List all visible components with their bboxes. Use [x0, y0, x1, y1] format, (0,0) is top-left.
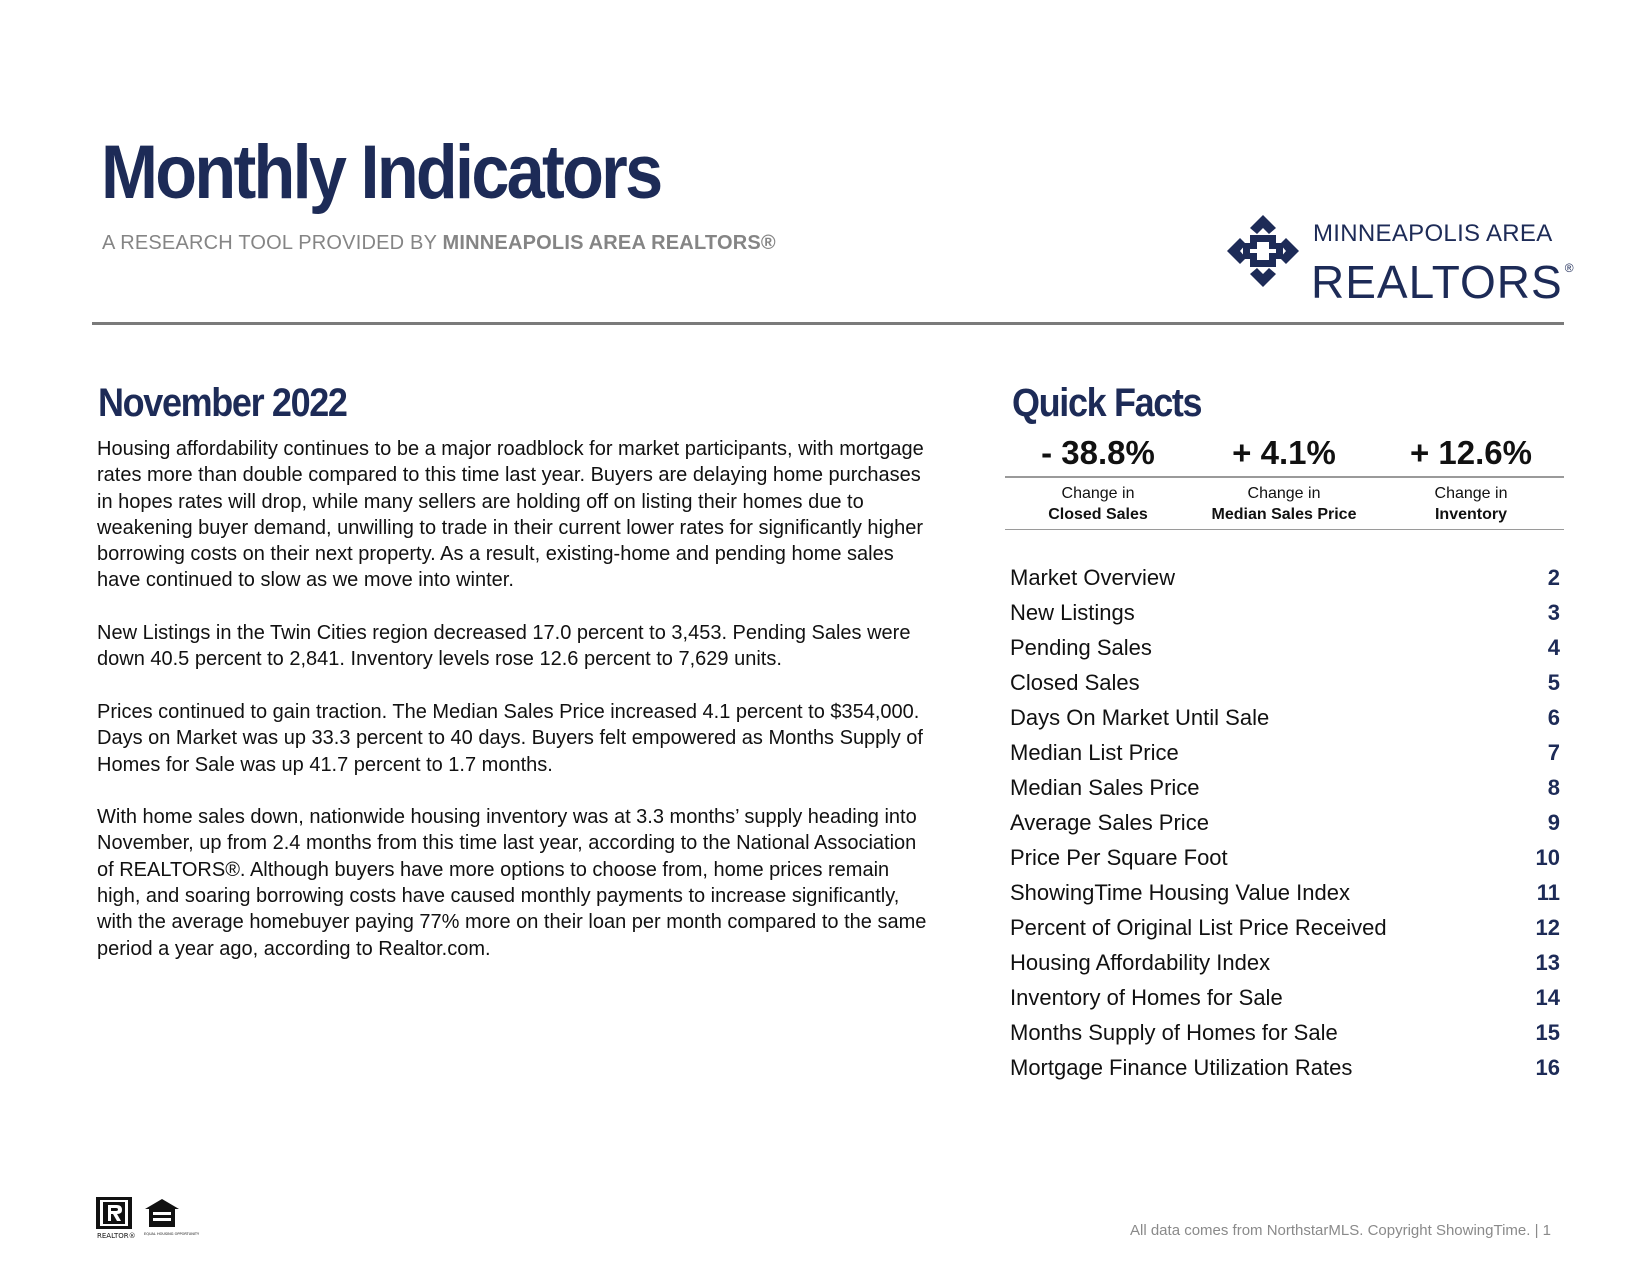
- quick-facts-bottom-divider: [1005, 529, 1564, 530]
- fact-label-line1: Change in: [1061, 485, 1135, 502]
- toc-page-number: 4: [1547, 635, 1560, 660]
- summary-paragraph: New Listings in the Twin Cities region decreased 17.0 percent to 3,453. Pending Sales were down 40.5 percent to 2,841. Inventory levels rose 12.6 percent to 7,629 units.: [97, 622, 911, 671]
- summary-paragraph: Housing affordability continues to be a major roadblock for market participants, with mortgage rates more than double compared to this time last year. Buyers are delaying home purchases in hopes rates will drop, while many sellers are holding off on listing their homes due to weakening buyer demand, unwilling to trade in their current lower rates for significantly higher borrowing costs on their next property. As a result, existing-home and pending home sales have continued to slow as we move into winter.: [97, 438, 924, 592]
- report-month-heading: November 2022: [98, 381, 347, 425]
- table-of-contents: [1010, 560, 1560, 1085]
- toc-label: Housing Affordability Index: [1010, 950, 1271, 975]
- toc-label: Days On Market Until Sale: [1010, 705, 1270, 730]
- toc-label: Percent of Original List Price Received: [1010, 915, 1387, 940]
- toc-item-pct-original-list-price[interactable]: [1010, 910, 1560, 945]
- toc-item-median-sales-price[interactable]: [1010, 770, 1560, 805]
- fact-label-line1: Change in: [1434, 485, 1508, 502]
- realtor-logo-text: REALTOR®: [97, 1232, 136, 1240]
- toc-item-months-supply[interactable]: [1010, 1015, 1560, 1050]
- toc-label: Inventory of Homes for Sale: [1010, 985, 1283, 1010]
- fact-label-line1: Change in: [1247, 485, 1321, 502]
- toc-label: Market Overview: [1010, 565, 1176, 590]
- realtor-r-icon: [96, 1197, 136, 1240]
- fact-value-closed-sales: - 38.8%: [1041, 434, 1155, 471]
- toc-page-number: 13: [1535, 950, 1560, 975]
- toc-label: Median Sales Price: [1010, 775, 1200, 800]
- quick-facts-heading: Quick Facts: [1012, 381, 1202, 425]
- summary-paragraph: Prices continued to gain traction. The Median Sales Price increased 4.1 percent to $354,000. Days on Market was up 33.3 percent to 40 days. Buyers felt empowered as Months Supply of Homes for Sale was up 41.7 percent to 1.7 months.: [97, 700, 923, 776]
- toc-page-number: 15: [1535, 1020, 1560, 1045]
- toc-page-number: 12: [1535, 915, 1560, 940]
- summary-paragraph: With home sales down, nationwide housing inventory was at 3.3 months’ supply heading into November, up from 2.4 months from this time last year, according to the National Association of REALTORS®. Although buyers have more options to choose from, home prices remain high, and soaring borrowing costs have caused monthly payments to increase significantly, with the average homebuyer paying 77% more on their loan per month compared to the same period a year ago, according to Realtor.com.: [97, 806, 927, 960]
- toc-item-median-list-price[interactable]: [1010, 735, 1560, 770]
- toc-page-number: 6: [1547, 705, 1560, 730]
- fact-value-median-sales-price: + 4.1%: [1232, 434, 1336, 471]
- toc-item-days-on-market[interactable]: [1010, 700, 1560, 735]
- logo-text-minneapolis-area: MINNEAPOLIS AREA: [1313, 220, 1553, 247]
- fact-label-line2: Inventory: [1434, 506, 1507, 523]
- equal-housing-icon: [144, 1199, 200, 1236]
- quick-facts-divider: [1005, 476, 1564, 478]
- toc-label: Mortgage Finance Utilization Rates: [1010, 1055, 1353, 1080]
- toc-item-price-per-square-foot[interactable]: [1010, 840, 1560, 875]
- toc-item-closed-sales[interactable]: [1010, 665, 1560, 700]
- toc-page-number: 16: [1535, 1055, 1560, 1080]
- toc-page-number: 14: [1535, 985, 1560, 1010]
- fact-value-inventory: + 12.6%: [1409, 434, 1532, 471]
- fact-label-closed-sales: [1005, 483, 1191, 525]
- toc-item-pending-sales[interactable]: [1010, 630, 1560, 665]
- toc-page-number: 3: [1547, 600, 1560, 625]
- toc-page-number: 9: [1547, 810, 1560, 835]
- toc-label: Price Per Square Foot: [1010, 845, 1228, 870]
- fact-label-median-sales-price: [1191, 483, 1377, 525]
- toc-page-number: 11: [1536, 880, 1560, 905]
- fact-label-line2: Median Sales Price: [1211, 506, 1357, 523]
- page-subtitle: [102, 232, 776, 255]
- toc-label: Pending Sales: [1010, 635, 1152, 660]
- toc-item-inventory[interactable]: [1010, 980, 1560, 1015]
- toc-item-mortgage-finance[interactable]: [1010, 1050, 1560, 1085]
- registered-mark: ®: [1564, 261, 1575, 275]
- toc-item-new-listings[interactable]: [1010, 595, 1560, 630]
- header-divider: [92, 322, 1564, 325]
- toc-page-number: 2: [1547, 565, 1560, 590]
- toc-label: Closed Sales: [1010, 670, 1140, 695]
- toc-label: Median List Price: [1010, 740, 1179, 765]
- report-summary: [97, 436, 937, 988]
- toc-page-number: 7: [1547, 740, 1560, 765]
- toc-page-number: 8: [1547, 775, 1560, 800]
- toc-page-number: 10: [1535, 845, 1560, 870]
- toc-page-number: 5: [1547, 670, 1560, 695]
- fact-label-inventory: [1378, 483, 1564, 525]
- subtitle-prefix: A RESEARCH TOOL PROVIDED BY: [102, 232, 443, 254]
- subtitle-org: MINNEAPOLIS AREA REALTORS®: [442, 232, 776, 254]
- quick-facts-values: [1005, 430, 1565, 475]
- quick-facts-labels: [1005, 483, 1565, 527]
- footer-logo-graphics: [96, 1197, 200, 1240]
- minneapolis-area-realtors-logo: [1225, 215, 1575, 308]
- toc-item-average-sales-price[interactable]: [1010, 805, 1560, 840]
- footer-copyright: All data comes from NorthstarMLS. Copyright ShowingTime. | 1: [1130, 1222, 1551, 1239]
- toc-label: Average Sales Price: [1010, 810, 1209, 835]
- toc-label: New Listings: [1010, 600, 1135, 625]
- toc-item-housing-affordability[interactable]: [1010, 945, 1560, 980]
- footer-logos: [96, 1197, 200, 1244]
- toc-item-market-overview[interactable]: [1010, 560, 1560, 595]
- fact-label-line2: Closed Sales: [1048, 506, 1148, 523]
- logo-text-realtors: [1311, 243, 1575, 307]
- realtors-cross-logo-icon: [1225, 215, 1301, 287]
- toc-label: ShowingTime Housing Value Index: [1010, 880, 1350, 905]
- toc-label: Months Supply of Homes for Sale: [1010, 1020, 1338, 1045]
- logo-realtors-word: REALTORS: [1311, 256, 1563, 308]
- toc-item-housing-value-index[interactable]: [1010, 875, 1560, 910]
- equal-housing-text: EQUAL HOUSING OPPORTUNITY: [144, 1232, 200, 1236]
- page-title: Monthly Indicators: [101, 130, 661, 215]
